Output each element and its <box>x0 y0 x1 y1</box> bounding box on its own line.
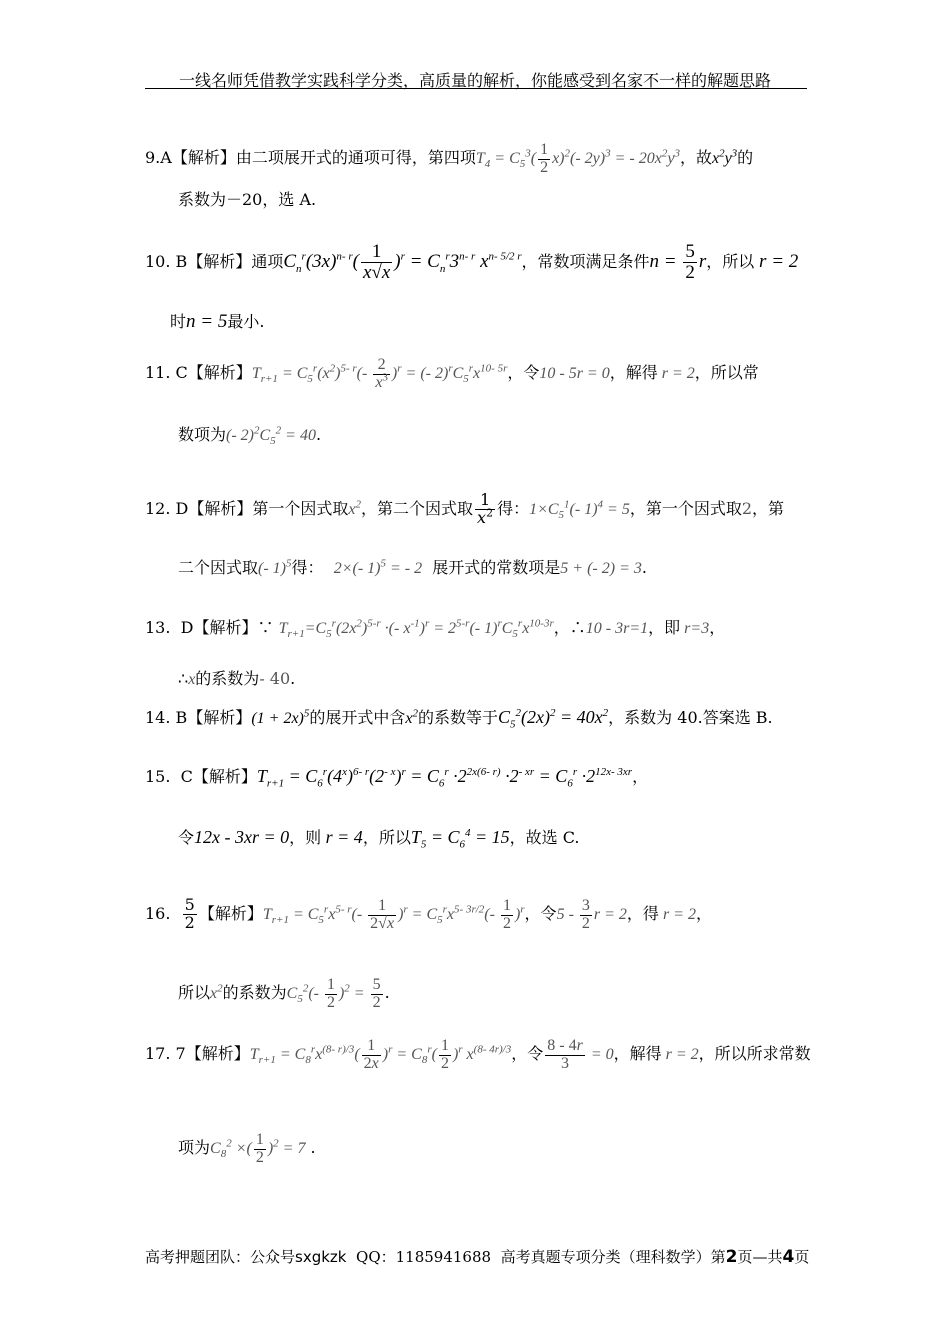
page-footer: 高考押题团队：公众号sxgkzk QQ：1185941688 高考真题专项分类（理科数学）第2页—共4页 <box>145 1247 810 1267</box>
q15-line1: 15. C【解析】$T_{r+1} = C_6^r(4^x)^{6- r}(2^{- x})^r = C_6^r \cdot 2^{2x(6- r)} \cdot 2^{- xr} = C_6^r \cdot 2^{12x- 3xr}$， <box>145 766 649 790</box>
q15-line2: 令12x - 3xr = 0，则 r = 4，所以$T_5 = C_6^4 = 15$，故选 C. <box>178 827 580 851</box>
q16-answer: $\frac{5}{2}$ <box>184 895 195 932</box>
q10-line2: 时n = 5最小. <box>170 311 265 332</box>
q13-line1: 13. D【解析】∵ $T_{r+1}=C_5^r(2x^2)^{5-r}$ ·(- $x^{-1})^r = 2^{5-r}(-$ $1)^rC_5^rx^{10-3r}$，∴10 - 3r=1，即 r=3， <box>145 617 726 641</box>
q13-line2: ∴x的系数为- 40. <box>178 669 296 688</box>
q17-line2: 项为$C_8^2$ ×( $\frac{1}{2}$ )$^2$ = 7 . <box>178 1131 316 1166</box>
q9-formula: $T_4 = C_5^3$( $\frac{1}{2}$ x)$^2$(- 2y)$^3$ = - $20x^2y^3$ <box>475 141 680 176</box>
q17-line1: 17. 7【解析】$T_{r+1} = C_8^rx^{(8- r)/3}$( $\frac{1}{2x}$ )$^r = C_8^r$( $\frac{1}{2}$ )$^r$ $x^{(8- 4r)/3}$，令 $\frac{8 - 4r}{3}$ = 0，解得 r = 2，所以所求常数 <box>145 1037 811 1072</box>
q12-line2: 二个因式取(- 1)$^5$得： 2×(- 1)$^5$ = - 2 展开式的常数项是5 + (- 2) = 3. <box>178 557 647 577</box>
q10-formula: $C_n^r(3x)^{n- r}$( $\frac{1}{x√x}$ )$^r = C_n^r3^{n- r}$ $x^{n- 5/2 r}$ <box>283 241 522 283</box>
header-rule <box>145 88 807 89</box>
q9-line1: 9.A【解析】由二项展开式的通项可得，第四项$T_4 = C_5^3$( $\frac{1}{2}$ x)$^2$(- 2y)$^3$ = - $20x^2y^3$，故$x^2y^3$的 <box>145 141 754 176</box>
q14-line1: 14. B【解析】$(1 + 2x)^5$的展开式中含$x^2$的系数等于$C_5^2(2x)^2 = 40x^2$，系数为 40.答案选 B. <box>145 707 773 731</box>
q11-line1: 11. C【解析】$T_{r+1} = C_5^r(x^2)^{5- r}(-$ $\frac{2}{x^3}$ )$^r$ = (- $2)^rC_5^rx^{10- 5r}$，令10 - 5r = 0，解得 r = 2，所以常 <box>145 356 759 391</box>
q12-line1: 12. D【解析】第一个因式取$x^2$，第二个因式取 $\frac{1}{x^2}$ 得：$1\times C_5^1(-$ 1)$^4$ = 5，第一个因式取2，第 <box>145 490 785 527</box>
q10-line1: 10. B【解析】通项$C_n^r(3x)^{n- r}$( $\frac{1}{x√x}$ )$^r = C_n^r3^{n- r}$ $x^{n- 5/2 r}$，常数项满足条件n = $\frac{5}{2}$ r，所以 r = 2 <box>145 241 799 283</box>
q16-line1: 16. $\frac{5}{2}$ 【解析】$T_{r+1} = C_5^rx^{5- r}(-$ $\frac{1}{2√x}$ )$^r = C_5^rx^{5- 3r/2}(-$ $\frac{1}{2}$ )$^r$，令5 - $\frac{3}{2}$ r = 2，得 r = 2， <box>145 895 712 932</box>
q9-line2: 系数为－20，选 A. <box>178 190 317 209</box>
q11-line2: 数项为(- $2)^2C_5^2 = 40$. <box>178 424 322 448</box>
q16-line2: 所以$x^2$的系数为$C_5^2(-$ $\frac{1}{2}$ )$^2$ = $\frac{5}{2}$ . <box>178 976 390 1011</box>
q11-formula: $T_{r+1} = C_5^r(x^2)^{5- r}(-$ $\frac{2}{x^3}$ )$^r$ = (- $2)^rC_5^rx^{10- 5r}$ <box>251 356 508 391</box>
page-header: 一线名师凭借教学实践科学分类，高质量的解析，你能感受到名家不一样的解题思路 <box>178 71 771 90</box>
